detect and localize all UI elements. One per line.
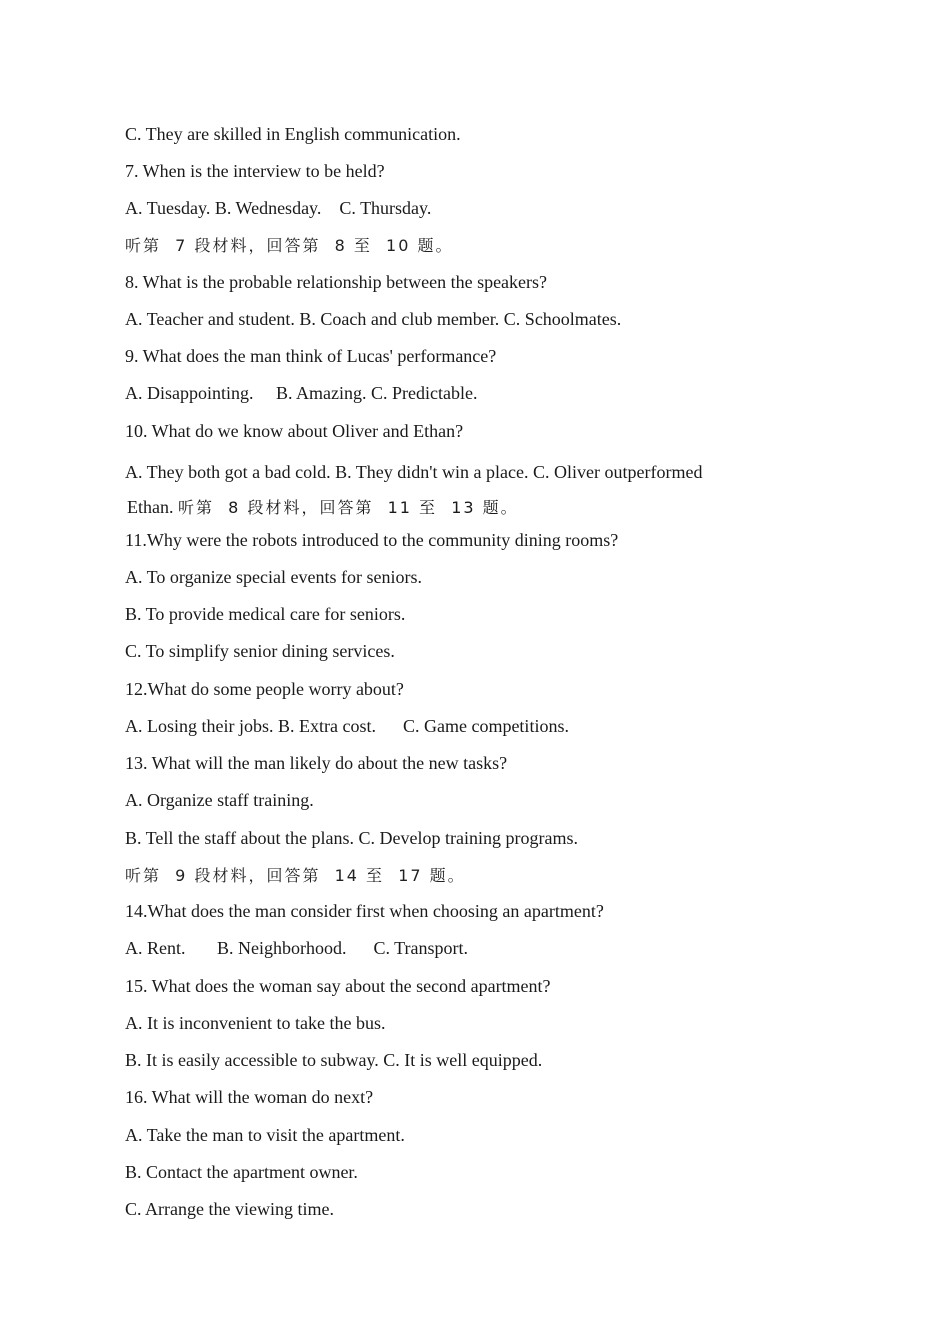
option-line: B. To provide medical care for seniors. <box>125 604 406 624</box>
question-14: 14.What does the man consider first when choosing an apartment? <box>125 901 604 921</box>
question-8: 8. What is the probable relationship between the speakers? <box>125 272 548 292</box>
option-line: C. They are skilled in English communication. <box>125 124 461 144</box>
section-instruction: 听第 7 段材料，回答第 8 至 10 题。 <box>125 236 454 255</box>
option-line: A. Take the man to visit the apartment. <box>125 1125 405 1145</box>
section-instruction: 听第 8 段材料，回答第 11 至 13 题。 <box>178 498 519 517</box>
option-line: A. They both got a bad cold. B. They didn't win a place. C. Oliver outperformed <box>125 462 703 482</box>
option-line-continuation <box>127 496 519 519</box>
question-9: 9. What does the man think of Lucas' performance? <box>125 346 497 366</box>
option-line: A. Organize staff training. <box>125 790 314 810</box>
option-line: A. Teacher and student. B. Coach and club member. C. Schoolmates. <box>125 309 622 329</box>
option-line: C. Arrange the viewing time. <box>125 1199 334 1219</box>
option-line: A. It is inconvenient to take the bus. <box>125 1013 386 1033</box>
question-16: 16. What will the woman do next? <box>125 1087 374 1107</box>
question-12: 12.What do some people worry about? <box>125 679 404 699</box>
option-line: A. Rent. B. Neighborhood. C. Transport. <box>125 938 469 958</box>
question-13: 13. What will the man likely do about the new tasks? <box>125 753 508 773</box>
option-line: A. Disappointing. B. Amazing. C. Predictable. <box>125 383 478 403</box>
question-15: 15. What does the woman say about the second apartment? <box>125 976 551 996</box>
option-line: B. Contact the apartment owner. <box>125 1162 358 1182</box>
option-line: C. To simplify senior dining services. <box>125 641 395 661</box>
question-10: 10. What do we know about Oliver and Ethan? <box>125 421 464 441</box>
option-line: B. It is easily accessible to subway. C. It is well equipped. <box>125 1050 543 1070</box>
option-line: A. Tuesday. B. Wednesday. C. Thursday. <box>125 198 432 218</box>
option-continuation-text: Ethan. <box>127 497 174 517</box>
option-line: A. Losing their jobs. B. Extra cost. C. Game competitions. <box>125 716 569 736</box>
option-line: B. Tell the staff about the plans. C. Develop training programs. <box>125 828 578 848</box>
section-instruction: 听第 9 段材料，回答第 14 至 17 题。 <box>125 866 466 885</box>
question-7: 7. When is the interview to be held? <box>125 161 385 181</box>
option-line: A. To organize special events for seniors. <box>125 567 422 587</box>
question-11: 11.Why were the robots introduced to the community dining rooms? <box>125 530 619 550</box>
